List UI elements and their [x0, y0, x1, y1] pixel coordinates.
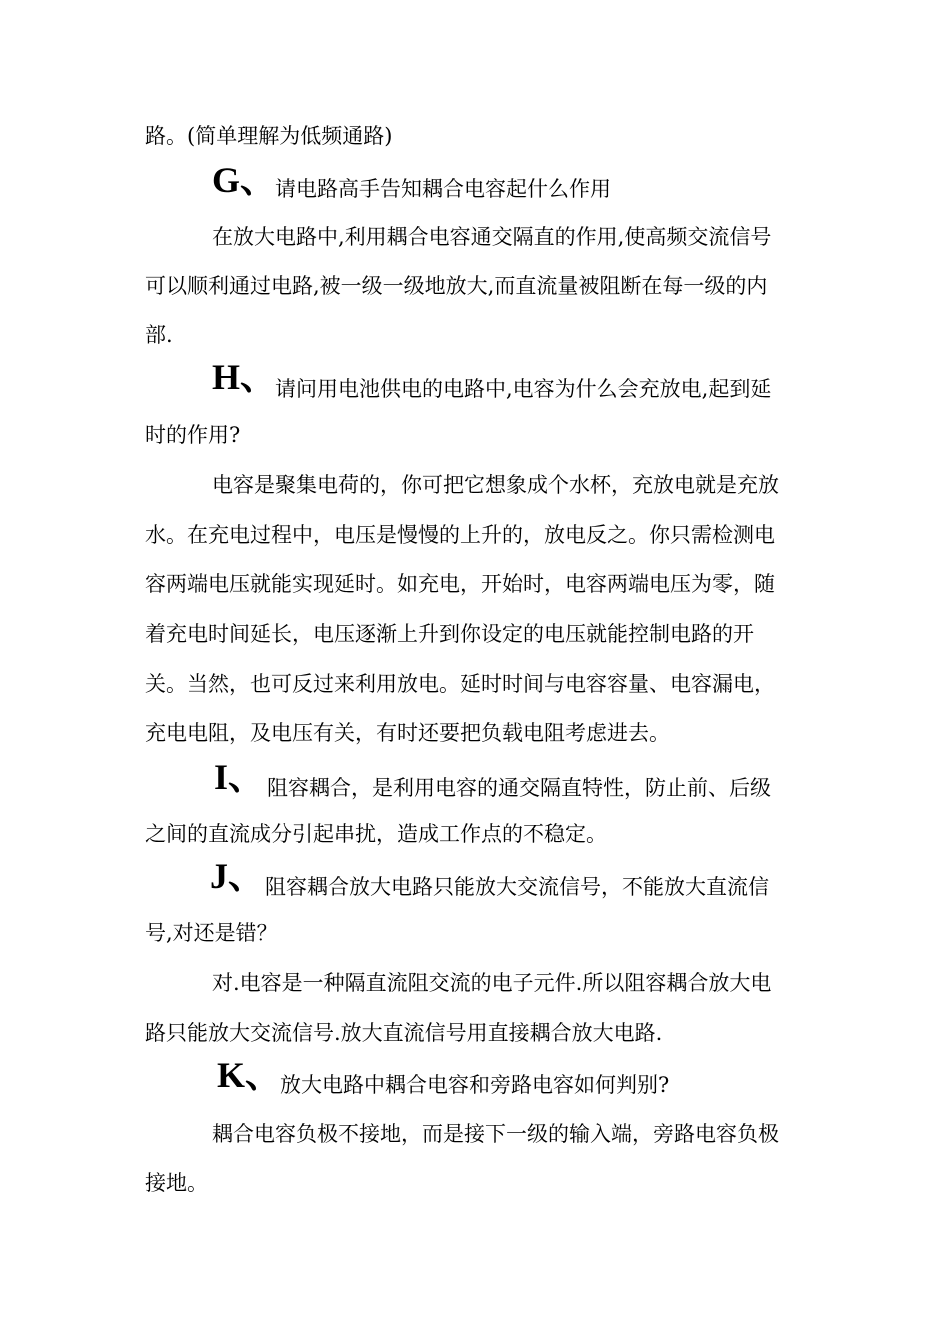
- answer-line: 耦合电容负极不接地，而是接下一级的输入端，旁路电容负极: [212, 1122, 779, 1146]
- section-letter: I、: [214, 757, 265, 797]
- answer-line: 对.电容是一种隔直流阻交流的电子元件.所以阻容耦合放大电: [212, 971, 772, 995]
- question-continuation: 时的作用?: [145, 423, 241, 447]
- answer-line: 关。当然，也可反过来利用放电。延时时间与电容容量、电容漏电，: [145, 672, 775, 696]
- section-question: 阻容耦合放大电路只能放大交流信号，不能放大直流信: [265, 875, 769, 899]
- section-letter: H、: [212, 357, 277, 397]
- section-question: 放大电路中耦合电容和旁路电容如何判别?: [280, 1073, 670, 1097]
- answer-line: 路只能放大交流信号.放大直流信号用直接耦合放大电路.: [145, 1021, 663, 1045]
- section-question: 阻容耦合，是利用电容的通交隔直特性，防止前、后级: [267, 776, 771, 800]
- answer-line: 容两端电压就能实现延时。如充电，开始时，电容两端电压为零，随: [145, 572, 775, 596]
- section-k-heading: [0, 1055, 950, 1105]
- question-continuation: 号,对还是错？: [145, 921, 278, 945]
- section-letter: J、: [210, 856, 265, 896]
- answer-line: 在放大电路中,利用耦合电容通交隔直的作用,使高频交流信号: [212, 225, 772, 249]
- section-letter: G、: [212, 160, 277, 200]
- intro-line: 路。(简单理解为低频通路): [145, 124, 393, 148]
- section-j-heading: [0, 856, 950, 906]
- section-i-heading: [0, 757, 950, 807]
- section-question: 请问用电池供电的电路中,电容为什么会充放电,起到延: [275, 377, 772, 401]
- answer-line: 充电电阻，及电压有关，有时还要把负载电阻考虑进去。: [145, 721, 670, 745]
- answer-line: 可以顺利通过电路,被一级一级地放大,而直流量被阻断在每一级的内: [145, 274, 768, 298]
- answer-line: 水。在充电过程中，电压是慢慢的上升的，放电反之。你只需检测电: [145, 523, 775, 547]
- answer-line: 部.: [145, 323, 173, 347]
- answer-line: 接地。: [145, 1171, 208, 1195]
- answer-line: 电容是聚集电荷的，你可把它想象成个水杯，充放电就是充放: [212, 473, 779, 497]
- answer-line: 着充电时间延长，电压逐渐上升到你设定的电压就能控制电路的开: [145, 622, 754, 646]
- section-question: 请电路高手告知耦合电容起什么作用: [275, 177, 611, 201]
- question-continuation: 之间的直流成分引起串扰，造成工作点的不稳定。: [145, 822, 607, 846]
- section-letter: K、: [217, 1055, 282, 1095]
- section-g-heading: [0, 160, 950, 210]
- section-h-heading: [0, 357, 950, 407]
